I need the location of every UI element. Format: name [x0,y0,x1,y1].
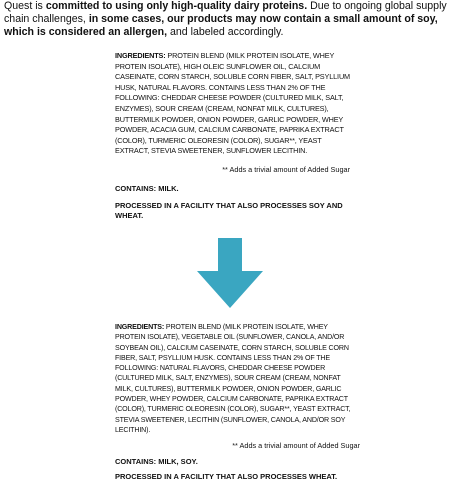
down-arrow-shape [197,238,263,308]
intro-text-1: Quest is [4,0,46,12]
new-ingredients-list [115,322,360,435]
old-added-sugar-footnote: ** Adds a trivial amount of Added Sugar [222,164,350,174]
intro-bold-commitment: committed to using only high-quality dairy proteins. [45,0,308,12]
old-facility-statement: PROCESSED IN A FACILITY THAT ALSO PROCESSES SOY AND WHEAT. [115,200,343,220]
down-arrow-icon [197,238,263,308]
intro-text-3: and labeled accordingly. [167,26,284,38]
old-ingredients-text: PROTEIN BLEND (MILK PROTEIN ISOLATE, WHEY PROTEIN ISOLATE), HIGH OLEIC SUNFLOWER OIL, CALCIUM CASEINATE, CORN STARCH, SOLUBLE CORN FIBER, SALT, PSYLLIUM HUSK, NATURAL FLAVORS. CONTAINS LESS THAN 2% OF THE FOLLOWING: CHEDDAR CHEESE POWDER (CULTURED MILK, SALT, ENZYMES), SOUR CREAM (CREAM, NONFAT MILK, CULTURES), BUTTERMILK POWDER, ONION POWDER, GARLIC POWDER, WHEY POWDER, ACACIA GUM, CALCIUM CARBONATE, PAPRIKA EXTRACT (COLOR), TURMERIC OLEORESIN (COLOR), SUGAR**, YEAST EXTRACT, STEVIA SWEETENER, SUNFLOWER LECITHIN. [115,51,350,156]
old-ingredient-label [115,51,350,221]
new-ingredient-label [115,322,360,482]
new-allergen-statement: CONTAINS: MILK, SOY. [115,457,198,467]
new-ingredients-heading: INGREDIENTS: [115,323,165,331]
intro-text-2: Due to ongoing global supply chain challenges, [4,0,447,25]
intro-bold-soy-notice: in some cases, our products may now contain a small amount of soy, which is considered an allergen, [4,13,438,38]
old-ingredients-list [115,51,350,157]
old-allergen-statement: CONTAINS: MILK. [115,183,179,193]
new-ingredients-text: PROTEIN BLEND (MILK PROTEIN ISOLATE, WHEY PROTEIN ISOLATE), VEGETABLE OIL (SUNFLOWER, CANOLA, AND/OR SOYBEAN OIL), CALCIUM CASEINATE, CORN STARCH, SOLUBLE CORN FIBER, SALT, PSYLLIUM HUSK. CONTAINS LESS THAN 2% OF THE FOLLOWING: NATURAL FLAVORS, CHEDDAR CHEESE POWDER (CULTURED MILK, SALT, ENZYMES), SOUR CREAM (CREAM, NONFAT MILK, CULTURES), BUTTERMILK POWDER, ONION POWDER, GARLIC POWDER, WHEY POWDER, CALCIUM CARBONATE, PAPRIKA EXTRACT (COLOR), TURMERIC OLEORESIN (COLOR), SUGAR**, YEAST EXTRACT, STEVIA SWEETENER, LECITHIN (SUNFLOWER, CANOLA, AND/OR SOY LECITHIN). [115,323,351,434]
new-added-sugar-footnote: ** Adds a trivial amount of Added Sugar [232,441,360,451]
new-facility-statement: PROCESSED IN A FACILITY THAT ALSO PROCESSES WHEAT. [115,472,338,482]
old-ingredients-heading: INGREDIENTS: [115,51,166,60]
intro-paragraph [4,0,456,39]
